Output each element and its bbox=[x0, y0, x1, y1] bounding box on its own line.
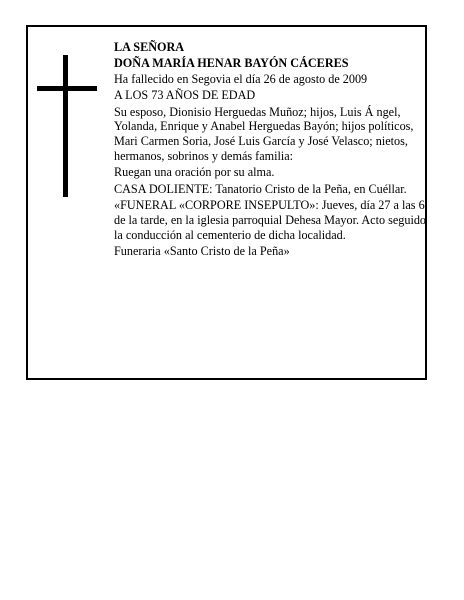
age-at-death: A LOS 73 AÑOS DE EDAD bbox=[114, 88, 256, 103]
death-announcement: Ha fallecido en Segovia el día 26 de agosto de 2009 bbox=[114, 72, 368, 87]
funeral-details: «FUNERAL «CORPORE INSEPULTO»: Jueves, día 27 a las 6 de la tarde, en la iglesia parroquial Dehesa Mayor. Acto seguido la conducción al cementerio de dicha localidad. bbox=[114, 198, 427, 242]
cross-vertical-bar bbox=[63, 55, 68, 197]
cross-horizontal-bar bbox=[37, 86, 97, 91]
latin-cross-icon bbox=[37, 55, 97, 197]
deceased-name: DOÑA MARÍA HENAR BAYÓN CÁCERES bbox=[114, 56, 349, 71]
funeral-home: Funeraria «Santo Cristo de la Peña» bbox=[114, 244, 290, 259]
obituary-text-block bbox=[114, 40, 428, 259]
family-paragraph: Su esposo, Dionisio Herguedas Muñoz; hijos, Luis Á ngel, Yolanda, Enrique y Anabel Herguedas Bayón; hijos políticos, Mari Carmen Soria, José Luis García y José Velasco; nietos, hermanos, sobrinos y demás familia: bbox=[114, 104, 414, 163]
prayer-request: Ruegan una oración por su alma. bbox=[114, 165, 275, 180]
mourning-house: CASA DOLIENTE: Tanatorio Cristo de la Peña, en Cuéllar. bbox=[114, 181, 407, 196]
notice-title-line-1: LA SEÑORA bbox=[114, 40, 185, 54]
